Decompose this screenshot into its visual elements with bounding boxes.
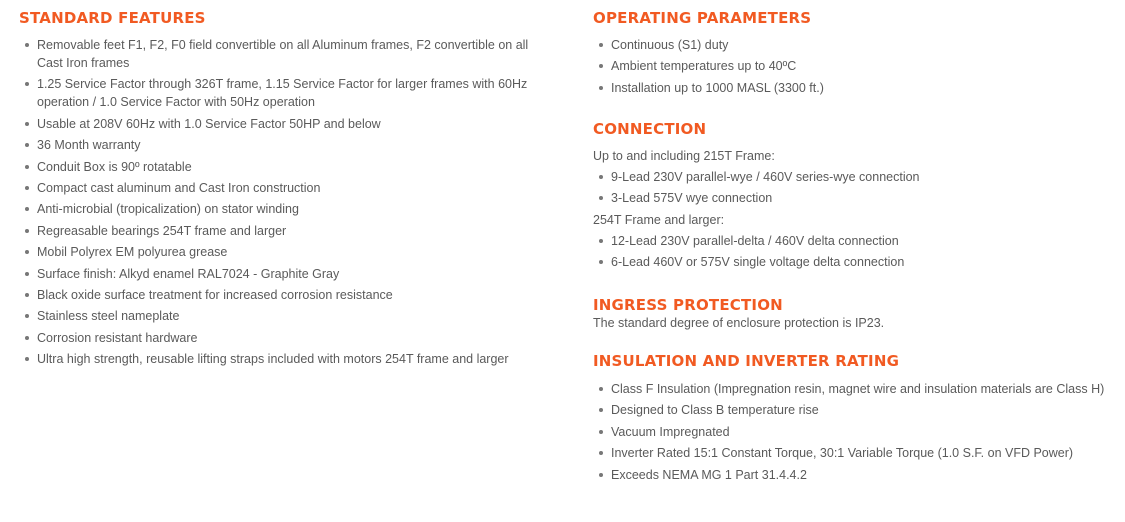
ingress-protection-section <box>593 296 1118 332</box>
list-item: Surface finish: Alkyd enamel RAL7024 - Graphite Gray <box>19 265 539 283</box>
list-item: Mobil Polyrex EM polyurea grease <box>19 243 539 261</box>
list-item: Compact cast aluminum and Cast Iron construction <box>19 179 539 197</box>
list-item: Installation up to 1000 MASL (3300 ft.) <box>593 79 1118 97</box>
list-item: 3-Lead 575V wye connection <box>593 189 1118 207</box>
standard-features-heading: STANDARD FEATURES <box>19 9 206 27</box>
connection-section <box>593 120 1118 275</box>
operating-parameters-section <box>593 9 1118 100</box>
list-item: 1.25 Service Factor through 326T frame, 1.15 Service Factor for larger frames with 60Hz operation / 1.0 Service Factor with 50Hz operation <box>19 75 539 111</box>
connection-group-label: 254T Frame and larger: <box>593 212 725 227</box>
operating-parameters-list <box>593 36 1118 97</box>
list-item: Corrosion resistant hardware <box>19 329 539 347</box>
list-item: Ultra high strength, reusable lifting straps included with motors 254T frame and larger <box>19 350 539 368</box>
list-item: Continuous (S1) duty <box>593 36 1118 54</box>
list-item: Stainless steel nameplate <box>19 307 539 325</box>
operating-parameters-heading: OPERATING PARAMETERS <box>593 9 812 27</box>
list-item: Removable feet F1, F2, F0 field convertible on all Aluminum frames, F2 convertible on all Cast Iron frames <box>19 36 539 72</box>
list-item: Designed to Class B temperature rise <box>593 401 1118 419</box>
connection-heading: CONNECTION <box>593 120 707 138</box>
insulation-list <box>593 380 1118 484</box>
list-item: Inverter Rated 15:1 Constant Torque, 30:1 Variable Torque (1.0 S.F. on VFD Power) <box>593 444 1118 462</box>
insulation-heading: INSULATION AND INVERTER RATING <box>593 352 900 370</box>
list-item: 36 Month warranty <box>19 136 539 154</box>
connection-group2-list <box>593 232 1118 271</box>
ingress-protection-heading: INGRESS PROTECTION <box>593 296 783 314</box>
list-item: Conduit Box is 90º rotatable <box>19 158 539 176</box>
connection-group-label: Up to and including 215T Frame: <box>593 149 775 163</box>
list-item: Class F Insulation (Impregnation resin, magnet wire and insulation materials are Class H) <box>593 380 1118 398</box>
ingress-protection-text: The standard degree of enclosure protection is IP23. <box>593 316 885 330</box>
list-item: Black oxide surface treatment for increased corrosion resistance <box>19 286 539 304</box>
insulation-section <box>593 352 1118 487</box>
list-item: Anti-microbial (tropicalization) on stator winding <box>19 200 539 218</box>
list-item: Vacuum Impregnated <box>593 423 1118 441</box>
list-item: Regreasable bearings 254T frame and larger <box>19 222 539 240</box>
list-item: 12-Lead 230V parallel-delta / 460V delta connection <box>593 232 1118 250</box>
connection-group1-list <box>593 168 1118 207</box>
list-item: 9-Lead 230V parallel-wye / 460V series-wye connection <box>593 168 1118 186</box>
list-item: Usable at 208V 60Hz with 1.0 Service Factor 50HP and below <box>19 115 539 133</box>
list-item: Ambient temperatures up to 40ºC <box>593 57 1118 75</box>
standard-features-list <box>19 36 539 371</box>
list-item: Exceeds NEMA MG 1 Part 31.4.4.2 <box>593 466 1118 484</box>
list-item: 6-Lead 460V or 575V single voltage delta connection <box>593 253 1118 271</box>
